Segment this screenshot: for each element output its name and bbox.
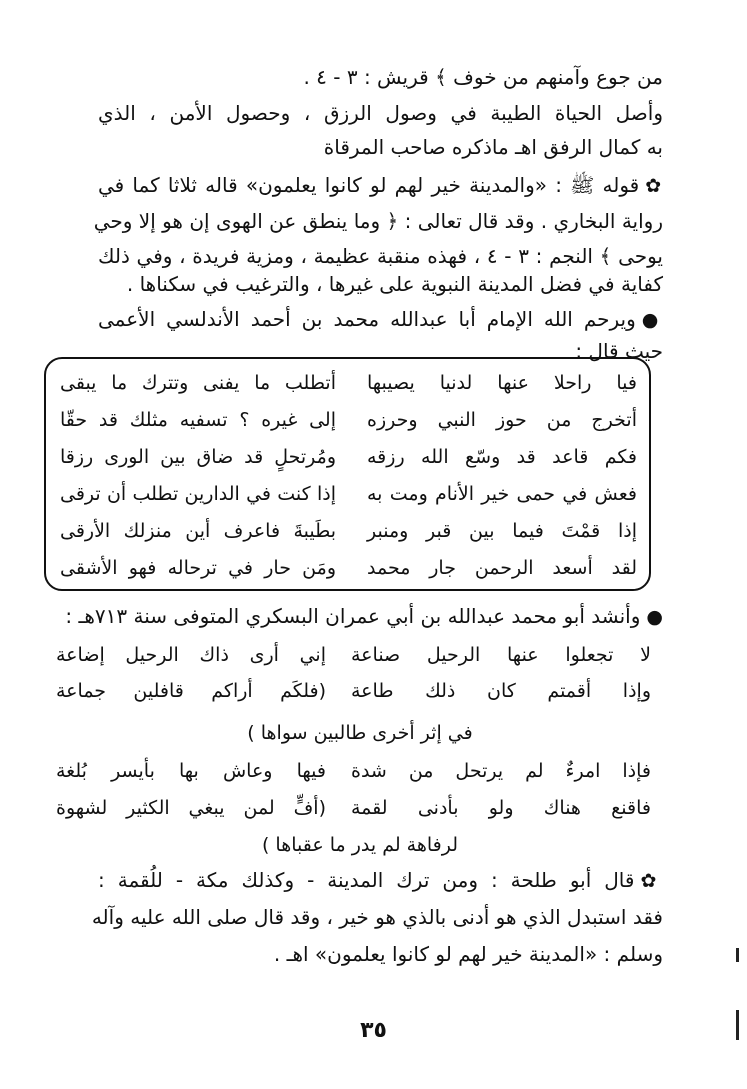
text-line-10: ●وأنشد أبو محمد عبدالله بن أبي عمران البسكري المتوفى سنة ٧١٣هـ : bbox=[65, 604, 663, 628]
text-line-9: حيث قال : bbox=[575, 339, 663, 363]
text-line-12: فقد استبدل الذي هو أدنى بالذي هو خير ، وقد قال صلى الله عليه وآله bbox=[91, 905, 663, 929]
poem-hemistich-right: لقد أسعد الرحمن جار محمد bbox=[367, 557, 637, 579]
text-line-8: ●ويرحم الله الإمام أبا عبدالله محمد بن أحمد الأندلسي الأعمى bbox=[98, 307, 663, 331]
poem-hemistich-left: إذا كنت في الدارين تطلب أن ترقى bbox=[60, 483, 336, 505]
poem-hemistich-right: إذا قمْتَ فيما بين قبر ومنبر bbox=[367, 520, 637, 542]
poem-hemistich-left: ومُرتحلٍ قد ضاق بين الورى رزقا bbox=[60, 446, 336, 468]
poem-hemistich-left: ومَن حار في ترحاله فهو الأشقى bbox=[60, 557, 336, 579]
poem-hemistich-right: فيا راحلا عنها لدنيا يصيبها bbox=[367, 372, 637, 394]
poem-verse-5 bbox=[46, 515, 649, 547]
page-number: ٣٥ bbox=[360, 1018, 387, 1043]
verse-continuation-2: لرفاهة لم يدر ما عقباها ) bbox=[261, 834, 459, 856]
verse-1 bbox=[51, 640, 651, 670]
verse-hemistich-left: (أفٍّ لمن يبغي الكثير لشهوة bbox=[56, 797, 326, 819]
verse-4 bbox=[51, 793, 651, 823]
text-line-3: به كمال الرفق اهـ ماذكره صاحب المرقاة bbox=[323, 135, 663, 159]
poem-verse-2 bbox=[46, 404, 649, 436]
verse-3 bbox=[51, 756, 651, 786]
poem-frame bbox=[44, 357, 651, 591]
round-bullet-icon: ● bbox=[641, 309, 663, 331]
poem-hemistich-right: فعش في حمى خير الأنام ومت به bbox=[367, 483, 637, 505]
verse-hemistich-left: إني أرى ذاك الرحيل إضاعة bbox=[56, 644, 326, 666]
verse-continuation-1: في إثر أخرى طالبين سواها ) bbox=[247, 722, 473, 744]
poem-verse-3 bbox=[46, 441, 649, 473]
poem-hemistich-left: إلى غيره ؟ تسفيه مثلك قد حقّا bbox=[60, 409, 336, 431]
verse-hemistich-right: وإذا أقمتم كان ذلك طاعة bbox=[351, 680, 651, 702]
poem-verse-4 bbox=[46, 478, 649, 510]
verse-hemistich-right: لا تجعلوا عنها الرحيل صناعة bbox=[351, 644, 651, 666]
text-line-1: من جوع وآمنهم من خوف ﴾ قريش : ٣ - ٤ . bbox=[303, 65, 663, 89]
poem-hemistich-left: أتطلب ما يفنى وتترك ما يبقى bbox=[60, 372, 336, 394]
flower-bullet-icon: ✿ bbox=[645, 175, 664, 197]
poem-hemistich-right: أتخرج من حوز النبي وحرزه bbox=[367, 409, 637, 431]
verse-hemistich-left: (فلكَم أراكم قافلين جماعة bbox=[56, 680, 326, 702]
poem-hemistich-right: فكم قاعد قد وسّع الله رزقه bbox=[367, 446, 637, 468]
text-line-5: رواية البخاري . وقد قال تعالى : ﴿ وما ينطق عن الهوى إن هو إلا وحي bbox=[93, 209, 663, 233]
poem-verse-6 bbox=[46, 552, 649, 584]
verse-2 bbox=[51, 676, 651, 706]
text-line-4: ✿قوله ﷺ : «والمدينة خير لهم لو كانوا يعلمون» قاله ثلاثا كما في bbox=[98, 173, 664, 197]
verse-hemistich-right: فاقنع هناك ولو بأدنى لقمة bbox=[351, 797, 651, 819]
text-line-2: وأصل الحياة الطيبة في وصول الرزق ، وحصول الأمن ، الذي bbox=[98, 101, 663, 125]
flower-bullet-icon: ✿ bbox=[640, 870, 663, 892]
text-line-6: يوحى ﴾ النجم : ٣ - ٤ ، فهذه منقبة عظيمة ، ومزية فريدة ، وفي ذلك bbox=[98, 244, 663, 268]
round-bullet-icon: ● bbox=[646, 606, 663, 628]
scan-edge-mark bbox=[736, 948, 739, 962]
verse-hemistich-right: فإذا امرءٌ لم يرتحل من شدة bbox=[351, 760, 651, 782]
scan-edge-mark bbox=[736, 1010, 739, 1040]
text-line-7: كفاية في فضل المدينة النبوية على غيرها ، والترغيب في سكناها . bbox=[126, 272, 663, 296]
verse-hemistich-left: فيها وعاش بها بأيسر بُلغة bbox=[56, 760, 326, 782]
poem-hemistich-left: بطَيبةَ فاعرف أين منزلك الأرقى bbox=[60, 520, 336, 542]
text-line-13: وسلم : «المدينة خير لهم لو كانوا يعلمون» اهـ . bbox=[273, 942, 663, 966]
text-line-11: ✿قال أبو طلحة : ومن ترك المدينة - وكذلك مكة - للُقمة : bbox=[98, 868, 663, 892]
poem-verse-1 bbox=[46, 367, 649, 399]
